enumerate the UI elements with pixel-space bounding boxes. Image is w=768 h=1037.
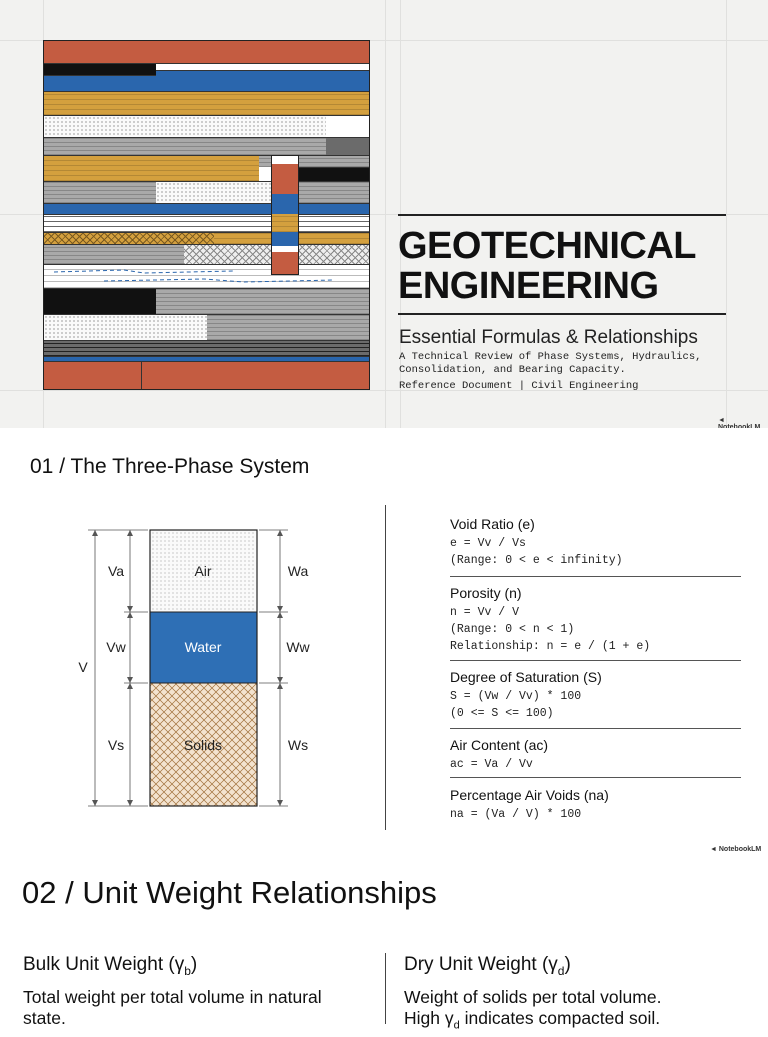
title-rule	[398, 214, 726, 216]
phase-label-water: Water	[184, 639, 222, 655]
cover-reference: Reference Document | Civil Engineering	[399, 380, 639, 392]
formula-line: na = (Va / V) * 100	[450, 808, 582, 821]
three-phase-diagram	[0, 500, 380, 820]
soil-strata-illustration	[43, 40, 370, 390]
total-volume-label: V	[78, 659, 88, 675]
section-divider	[385, 505, 386, 830]
formula-line: ac = Va / Vv	[450, 758, 533, 771]
formula-line: (Range: 0 < e < infinity)	[450, 554, 623, 567]
volume-label-air: Va	[107, 563, 125, 579]
weight-label-air: Wa	[287, 563, 309, 579]
section-divider	[385, 953, 386, 1024]
cover-title: GEOTECHNICAL ENGINEERING	[398, 225, 696, 307]
formula-air-content	[450, 737, 742, 773]
formula-porosity	[450, 585, 742, 655]
formula-name: Percentage Air Voids (na)	[450, 787, 609, 803]
cover-slide	[0, 0, 768, 428]
dry-unit-weight-text: Weight of solids per total volume. High $\gamma_d$ indicates compacted soil.	[404, 987, 662, 1032]
phase-label-solids: Solids	[183, 737, 223, 753]
cover-description: A Technical Review of Phase Systems, Hydraulics, Consolidation, and Bearing Capacity.	[399, 351, 702, 376]
weight-label-water: Ww	[286, 639, 310, 655]
section-title-unit-weight: 02 / Unit Weight Relationships	[22, 875, 437, 910]
notebooklm-watermark: ◄ NotebookLM	[710, 846, 762, 853]
formula-line: (0 <= S <= 100)	[450, 707, 554, 720]
notebooklm-watermark: ◄ NotebookLM	[718, 417, 761, 428]
weight-label-solids: Ws	[287, 737, 309, 753]
formula-line: Relationship: n = e / (1 + e)	[450, 640, 651, 653]
formula-line: e = Vv / Vs	[450, 537, 526, 550]
formula-rule	[450, 660, 741, 661]
phase-label-air: Air	[194, 563, 212, 579]
formula-line: n = Vv / V	[450, 606, 520, 619]
formula-name: Void Ratio (e)	[450, 516, 535, 532]
formula-air-voids	[450, 787, 742, 823]
dry-unit-weight-heading: Dry Unit Weight $(\gamma_d)$	[404, 954, 571, 978]
formula-line: S = (Vw / Vv) * 100	[450, 690, 582, 703]
volume-label-solids: Vs	[107, 737, 125, 753]
formula-name: Porosity (n)	[450, 585, 522, 601]
formula-name: Air Content (ac)	[450, 737, 549, 753]
formula-line: (Range: 0 < n < 1)	[450, 623, 575, 636]
formula-name: Degree of Saturation (S)	[450, 669, 602, 685]
volume-label-water: Vw	[106, 639, 126, 655]
bulk-unit-weight-text: Total weight per total volume in natural state.	[23, 987, 322, 1028]
formula-rule	[450, 728, 741, 729]
formula-rule	[450, 576, 741, 577]
formula-void-ratio	[450, 516, 742, 569]
section-title-three-phase: 01 / The Three-Phase System	[30, 455, 310, 478]
cover-subtitle: Essential Formulas & Relationships	[399, 327, 698, 348]
title-rule	[398, 313, 726, 315]
formula-saturation	[450, 669, 742, 722]
bulk-unit-weight-heading: Bulk Unit Weight $(\gamma_b)$	[23, 954, 198, 978]
grid-line	[0, 390, 768, 391]
formula-rule	[450, 777, 741, 778]
grid-line	[385, 0, 386, 428]
